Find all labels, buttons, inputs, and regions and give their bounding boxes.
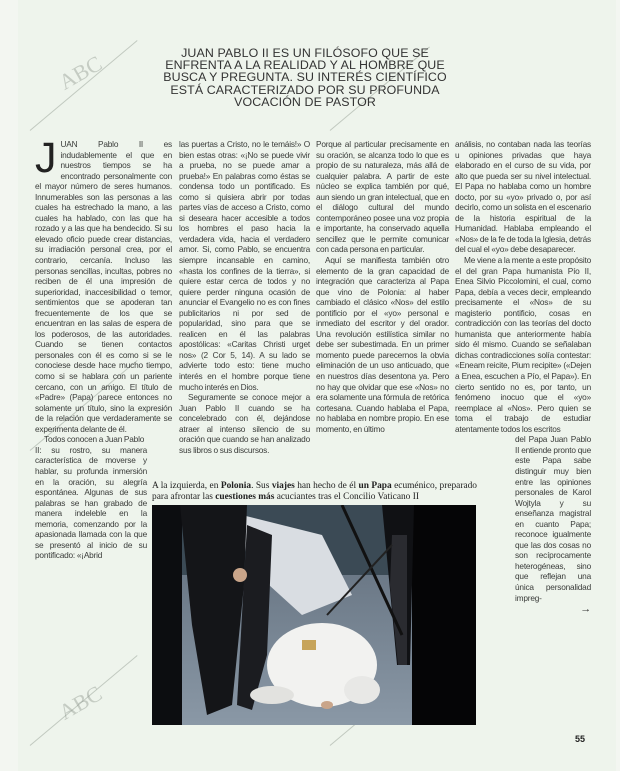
caption-bold: cuestiones más bbox=[215, 491, 275, 502]
column-4-narrow bbox=[515, 434, 591, 615]
caption-bold: viajes bbox=[271, 481, 295, 491]
caption-bold: Polonia bbox=[220, 481, 252, 491]
paragraph: Seguramente se conoce mejor a Juan Pablo II cuando se ha concelebrado con él, dejándose atraer al intenso silencio de su oración que cuando se han analizado sus libros o sus discursos. bbox=[179, 392, 310, 455]
paragraph: análisis, no contaban nada las teorías u opiniones privadas que haya elaborado en el curso de su vida, por alto que pueda ser su nivel intelectual. El Papa no hablaba como un hombre docto, por su «yo» privado o, por así decirlo, como un solista en el escenario de la historia espiritual de la Humanidad. Hablaba empleando el «Nos» de la fe de toda la Iglesia, detrás del cual el «yo» debe desaparecer. bbox=[455, 139, 591, 255]
column-2 bbox=[179, 139, 310, 455]
paragraph: Todos conocen a Juan Pablo bbox=[44, 434, 145, 445]
paragraph: Aquí se manifiesta también otro elemento de la gran capacidad de integración que caracteriza al Papa que vino de Polonia: al haber cambiado el clásico «Nos» del estilo pontificio por el «yo» personal e inmediato del escritor y del orador. Una revolución estilística similar no debe ser subestimada. En un primer momento puede parecernos la obvia eliminación de un uso anticuado, que en nuestros días desentona ya. Pero no hay que olvidar que ese «Nos» no era solamente una fórmula de retórica cortesana. Cuando hablaba el Papa, no hablaba en nombre propio. En ese momento, en último bbox=[316, 255, 449, 434]
column-3 bbox=[316, 139, 449, 434]
caption-text: A la izquierda, en bbox=[152, 481, 221, 491]
caption-bold: un Papa bbox=[358, 481, 392, 491]
photo-illustration bbox=[152, 505, 476, 725]
continue-arrow-icon: → bbox=[580, 603, 591, 616]
paragraph: del Papa Juan Pablo II entiende pronto que este Papa sabe distinguir muy bien entre las opiniones personales de Karol Wojtyla y su enseñanza magistral en cuanto Papa; reconoce igualmente que las dos cosas no son recíprocamente heterogéneas, sino que reflejan una única personalidad impreg- bbox=[515, 434, 591, 603]
caption-text: han hecho de él bbox=[294, 481, 359, 491]
page-number: 55 bbox=[575, 734, 586, 744]
paragraph: Porque al particular precisamente en su oración, se alcanza todo lo que es propio de su naturaleza, más allá de cualquier palabra. A partir de este núcleo se explica también por qué, aun siendo un gran intelectual, que en el diálogo cultural del mundo contemporáneo posee una voz propia e importante, ha conservado aquella sencillez que le permite comunicar con cada persona en particular. bbox=[316, 139, 449, 255]
headline: JUAN PABLO II ES UN FILÓSOFO QUE SE ENFRENTA A LA REALIDAD Y AL HOMBRE QUE BUSCA Y PREGUNTA. SU INTERÉS CIENTÍFICO ESTÁ CARACTERIZADO POR SU PROFUNDA VOCACIÓN DE PASTOR bbox=[163, 46, 447, 109]
photo-pope-kissing-ground bbox=[152, 505, 476, 725]
paragraph: II: su rostro, su manera característica de moverse y hablar, su profunda inmersión en la oración, su alegría espontánea. Algunas de sus palabras se han grabado de manera indeleble en la memoria, comenzando por la apasionada llamada con la que se presentó al inicio de su pontificado: «¡Abrid bbox=[35, 444, 147, 561]
caption-text: ecuménico, preparado para afrontar las bbox=[152, 481, 477, 502]
caption-text: acuciantes tras el Concilio Vaticano II bbox=[274, 491, 419, 502]
paragraph: Me viene a la mente a este propósito el del gran Papa humanista Pío II, Enea Silvio Piccolomini, el cual, como Papa, debía a veces decir, empleando precisamente el «Nos» de su magisterio pontificio, cosas en contradicción con las teorías del docto humanista que anteriormente había sido él mismo. Cuando se señalaban dichas contradicciones solía contestar: «Eneam reicite, Pium recipite» («Dejen a Enea, escuchen a Pío, el Papa»). En cierto sentido no es, por tanto, un fenómeno inocuo que el «yo» reemplace al «Nos». Pero quien se toma el trabajo de estudiar atentamente todos los escritos bbox=[455, 255, 591, 434]
paragraph: UAN Pablo II es indudablemente el que en nuestros tiempos se ha encontrado personalmente con el mayor número de seres humanos. Innumerables son las personas a las cuales ha estrechado la mano, a las cuales ha hablado, con las que ha rozado y a las que ha bendecido. Si su elevado oficio puede crear distancias, su irradiación personal crea, por el contrario, cercanía. Incluso las personas sencillas, incultas, pobres no reciben de él una impresión de superioridad, inaccesibilidad o temor, sentimientos que se apoderan tan frecuentemente de los que se encuentran en las salas de espera de los poderosos, de las autoridades. Cuando se tienen contactos personales con él es como si se le conociese desde hace mucho tiempo, como si se hablara con un pariente cercano, con un amigo. El título de «Padre» (Papa) parece entonces no solamente un título, sino la expresión de la relación que verdaderamente se experimenta delante de él. bbox=[35, 139, 172, 434]
drop-cap: J bbox=[35, 134, 57, 182]
watermark-abc: ABC bbox=[54, 50, 107, 95]
paragraph: las puertas a Cristo, no le temáis!» O bien estas otras: «¡No se puede vivir a prueba, no se puede amar a prueba!» En palabras como éstas se condensa todo un pontificado. Es como si quisiera abrir por todas partes vías de acceso a Cristo, como si deseara hacer accesible a todos los hombres el paso hacia la verdadera vida, hacia el verdadero amor. Si, como Pablo, se encuentra siempre incansable en camino, «hasta los confines de la tierra», si quiere estar cerca de todos y no quiere perder ninguna ocasión de anunciar el Evangelio no es con fines publicitarios ni por sed de popularidad, sino para que se realicen en él las palabras apostólicas: «Caritas Christi urget nos» (2 Cor 5, 14). A su lado se advierte todo esto: tiene mucho interés en el hombre porque tiene mucho interés en Dios. bbox=[179, 139, 310, 392]
watermark-abc: ABC bbox=[54, 680, 107, 725]
caption-text: . Sus bbox=[251, 481, 272, 491]
column-1-narrow bbox=[35, 445, 147, 561]
photo-caption bbox=[152, 481, 477, 502]
